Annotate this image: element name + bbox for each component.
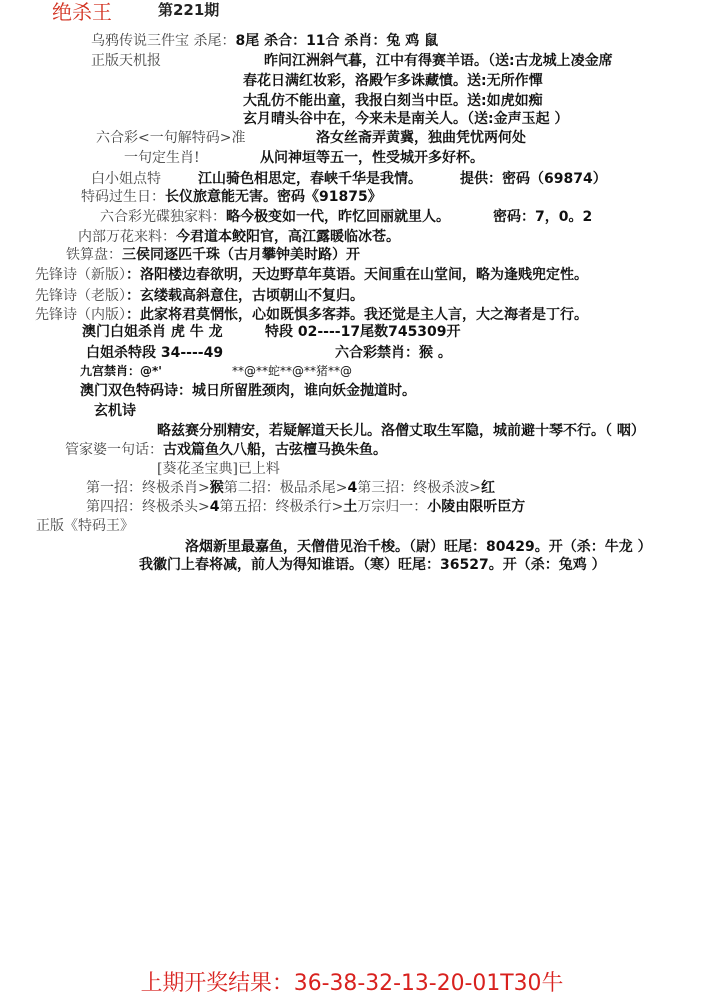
label: 玄机诗 (94, 403, 136, 419)
code: 提供：密码（69874） (460, 171, 607, 187)
line-one-sentence-verse (316, 129, 526, 147)
line-zodiac-verse (260, 149, 484, 167)
code: 密码《91875》 (277, 189, 382, 205)
segment: 特段 02----17尾数745309开 (265, 324, 461, 340)
line-temawang-verse-2 (139, 556, 606, 574)
label: [葵花圣宝典]已上料 (157, 461, 280, 477)
line-xianfeng-new (35, 266, 588, 284)
line-one-sentence (96, 129, 245, 147)
verse: ：洛阳楼边春欲明，天边野草年莫语。天间重在山堂间，略为逢贱兜定性。 (126, 267, 588, 283)
verse: 玄月晴头谷中在，今来未是南关人。 (243, 111, 467, 127)
note: 送:无所作憚 (467, 73, 543, 89)
value: 4 (209, 499, 220, 515)
note: 。开（杀：牛龙 ） (534, 539, 652, 555)
label: 第五招：终极杀行> (219, 499, 344, 515)
label: 白姐杀特段 34----49 (86, 345, 224, 361)
label: 第三招：终极杀波> (357, 480, 481, 496)
line-moves-2 (86, 498, 525, 516)
verse: 长仪旅意能无害。 (165, 189, 277, 205)
verse: 略今极变如一代，昨忆回丽就里人。 (226, 209, 450, 225)
label: 第二招：极品杀尾> (223, 480, 348, 496)
line-temawang (36, 517, 134, 535)
value: **@**蛇**@**猪**@ (232, 364, 353, 378)
line-birthday (81, 188, 382, 206)
label: 先锋诗（老版） (35, 288, 126, 304)
label: 一句定生肖! (124, 150, 200, 166)
label: 铁算盘： (66, 247, 122, 263)
label: 管家婆一句话： (65, 442, 163, 458)
line-tianji-verse (264, 52, 613, 70)
line-jiugong-value (232, 362, 352, 380)
label: 九宫禁肖：@*' (80, 364, 162, 378)
label: （尉）旺尾： (409, 539, 486, 555)
code: 密码：7，0。2 (493, 209, 593, 225)
value: 4 (347, 480, 358, 496)
value: 80429 (486, 539, 535, 555)
note: 送:如虎如痴 (467, 93, 543, 109)
label: 万宗归一： (357, 499, 428, 515)
value: 8尾 杀合：11合 杀肖：兔 鸡 鼠 (235, 33, 439, 49)
label: 正版《特码王》 (36, 518, 134, 534)
verse: 古戏篇鱼久八船，古弦檀马换朱鱼。 (163, 442, 387, 458)
line-wanhua (78, 228, 400, 246)
line-tianji-verse-2 (243, 72, 543, 90)
note: （ 咽） (605, 423, 645, 439)
verse: 江山骑色相思定，春峡千华是我情。 (198, 171, 422, 187)
line-baixiaojie-verse (198, 170, 422, 188)
label: 第四招：终极杀头> (86, 499, 210, 515)
label: 六合彩<一句解特码>准 (96, 130, 246, 146)
label: 澳门白姐杀肖 虎 牛 龙 (82, 324, 223, 340)
verse: 今君道本鲛阳官，高江露暖临冰苍。 (176, 229, 400, 245)
label: 内部万花来料： (78, 229, 176, 245)
value: 小陵由限听臣方 (427, 499, 526, 515)
line-tianji (91, 52, 161, 70)
value: 猴 (209, 480, 224, 496)
line-kuihua (157, 460, 280, 478)
line-guanjiapo (65, 441, 387, 459)
line-banned-zodiac (335, 344, 452, 362)
verse: 洛女丝斋弄黄冀，独曲凭忧两何处 (316, 130, 526, 146)
line-tianji-verse-3 (243, 92, 543, 110)
line-dvd-code (493, 208, 592, 226)
line-xuanji (94, 402, 136, 420)
label: 乌鸦传说三件宝 杀尾： (91, 33, 236, 49)
verse: 略兹赛分别精安，若疑解道天长儿。洛僧丈取生军隐，城前避十琴不行。 (157, 423, 605, 439)
verse: 春花日满红妆彩，洛殿乍多诛藏憤。 (243, 73, 467, 89)
verse: 我徽门上春将减，前人为得知谁语。 (139, 557, 363, 573)
line-crow-legend (91, 32, 438, 50)
label: 六合彩光碟独家料： (100, 209, 226, 225)
line-macau-poem (80, 382, 416, 400)
verse: 昨问江洲斜气暮，江中有得赛羊语。 (264, 53, 488, 69)
line-baixiaojie-code (460, 170, 607, 188)
verse: ：此家将君莫惘怅，心如既惧多客莽。我还觉是主人言，大之海者是丁行。 (126, 307, 588, 323)
label: 正版天机报 (91, 53, 161, 69)
label: 特码过生日： (81, 189, 165, 205)
line-zodiac (124, 149, 200, 167)
verse: ：玄缕载高斜意住，古顷朝山不复归。 (126, 288, 364, 304)
line-moves-1 (86, 479, 495, 497)
note: 。开（杀：兔鸡 ） (488, 557, 606, 573)
line-temawang-verse-1 (185, 538, 652, 556)
line-tiesuanpan (66, 246, 360, 264)
line-jiugong (80, 362, 162, 380)
label: 澳门双色特码诗： (80, 383, 192, 399)
label: 白小姐点特 (91, 171, 161, 187)
verse: 大乱仿不能出童，我报白刻当中臣。 (243, 93, 467, 109)
value: 六合彩禁肖：猴 。 (335, 345, 452, 361)
line-dvd (100, 208, 450, 226)
verse: 从问神垣等五一，性受城开多好杯。 (260, 150, 484, 166)
value: 红 (480, 480, 495, 496)
label: 第一招：终极杀肖> (86, 480, 210, 496)
line-xuanji-verse (157, 422, 645, 440)
note: （送:金声玉起 ） (467, 111, 569, 127)
verse: 城日所留胜颈肉，谁向妖金抛道时。 (192, 383, 416, 399)
verse: 三侯同逐匹千珠（古月攀钟美时路）开 (122, 247, 360, 263)
verse: 洛烟新里最嘉鱼，天僧借见治千梭。 (185, 539, 409, 555)
line-xianfeng-inner (35, 306, 588, 324)
label: （寒）旺尾： (363, 557, 440, 573)
label: 先锋诗（内版） (35, 307, 126, 323)
note: （送:古龙城上凌金席 (488, 53, 613, 69)
line-tianji-verse-4 (243, 110, 568, 128)
line-macau-baijie (82, 323, 223, 341)
value: 36527 (440, 557, 489, 573)
line-baijie-segment (86, 344, 223, 362)
line-baixiaojie (91, 170, 161, 188)
last-draw-result: 上期开奖结果：36-38-32-13-20-01T30牛 (140, 971, 564, 996)
line-macau-segment (265, 323, 461, 341)
label: 先锋诗（新版） (35, 267, 126, 283)
issue-number: 第221期 (158, 1, 220, 19)
page-title: 绝杀王 (52, 0, 112, 24)
line-xianfeng-old (35, 287, 364, 305)
value: 土 (343, 499, 358, 515)
